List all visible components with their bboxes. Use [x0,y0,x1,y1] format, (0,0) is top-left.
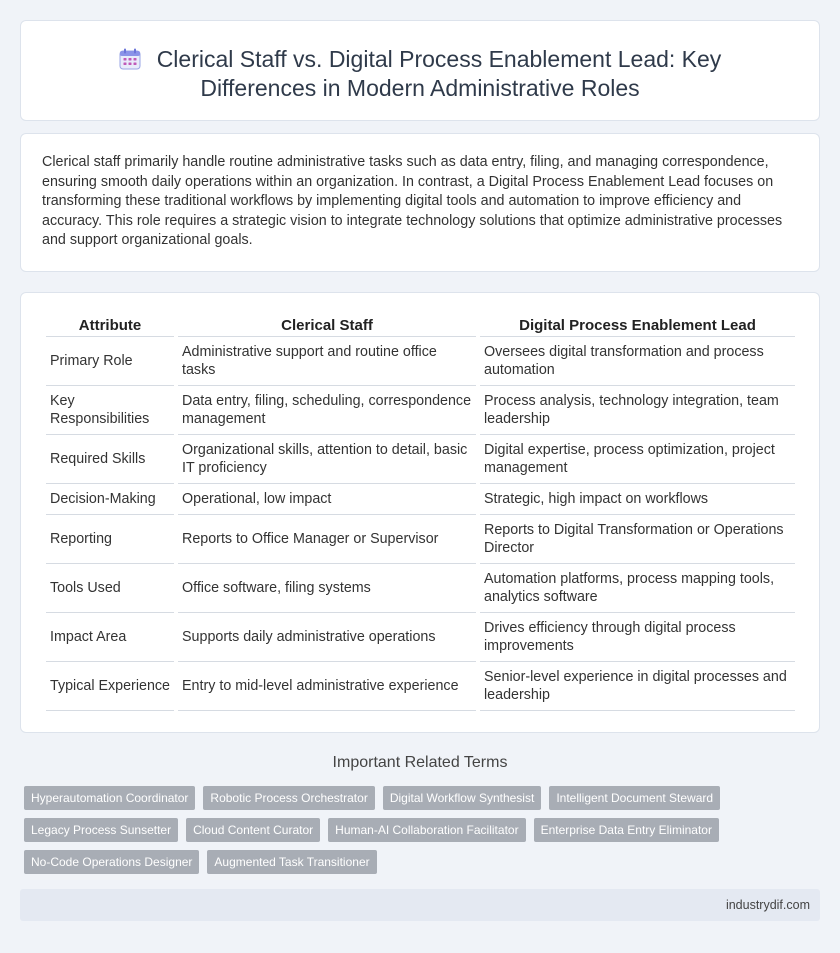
table-row [46,435,795,484]
footer-site-link[interactable]: industrydif.com [725,898,810,912]
calendar-icon [119,48,141,70]
row-clerical-value: Operational, low impact [178,484,476,515]
related-term-tag[interactable]: Hyperautomation Coordinator [24,786,195,810]
header-clerical-staff: Clerical Staff [178,315,476,337]
header-attribute: Attribute [46,315,174,337]
title-text: Clerical Staff vs. Digital Process Enablement Lead: Key Differences in Modern Administrative Roles [156,46,722,101]
row-attribute: Typical Experience [46,662,174,711]
related-term-tag[interactable]: Legacy Process Sunsetter [24,818,178,842]
intro-card [20,133,820,272]
row-attribute: Decision-Making [46,484,174,515]
related-term-tag[interactable]: Augmented Task Transitioner [207,850,376,874]
row-attribute: Primary Role [46,337,174,386]
row-digital-value: Strategic, high impact on workflows [480,484,795,515]
header-digital-lead: Digital Process Enablement Lead [480,315,795,337]
intro-paragraph: Clerical staff primarily handle routine administrative tasks such as data entry, filing, and managing correspondence, ensuring smooth daily operations within an organization. In contrast, a Digital Process Enablement Lead focuses on transforming these traditional workflows by implementing digital tools and automation to improve efficiency and accuracy. This role requires a strategic vision to integrate technology solutions that optimize administrative processes and support organizational goals. [42,154,783,248]
comparison-table [42,315,799,711]
row-clerical-value: Supports daily administrative operations [178,613,476,662]
row-digital-value: Senior-level experience in digital processes and leadership [480,662,795,711]
row-digital-value: Reports to Digital Transformation or Operations Director [480,515,795,564]
table-row [46,337,795,386]
row-clerical-value: Entry to mid-level administrative experience [178,662,476,711]
row-clerical-value: Reports to Office Manager or Supervisor [178,515,476,564]
related-term-tag[interactable]: Human-AI Collaboration Facilitator [328,818,525,842]
page-title [61,45,779,103]
table-row [46,662,795,711]
table-row [46,484,795,515]
footer-bar [20,889,820,921]
table-row [46,564,795,613]
row-attribute: Reporting [46,515,174,564]
row-digital-value: Process analysis, technology integration, team leadership [480,386,795,435]
row-attribute: Key Responsibilities [46,386,174,435]
row-digital-value: Oversees digital transformation and process automation [480,337,795,386]
related-terms-heading: Important Related Terms [332,754,508,771]
row-digital-value: Drives efficiency through digital process improvements [480,613,795,662]
row-digital-value: Digital expertise, process optimization, project management [480,435,795,484]
related-term-tag[interactable]: Cloud Content Curator [186,818,320,842]
row-attribute: Tools Used [46,564,174,613]
row-clerical-value: Data entry, filing, scheduling, correspondence management [178,386,476,435]
table-row [46,515,795,564]
row-clerical-value: Organizational skills, attention to detail, basic IT proficiency [178,435,476,484]
related-term-tag[interactable]: Robotic Process Orchestrator [203,786,374,810]
row-attribute: Impact Area [46,613,174,662]
related-terms-list [24,786,764,874]
comparison-card [20,292,820,733]
row-digital-value: Automation platforms, process mapping tools, analytics software [480,564,795,613]
related-term-tag[interactable]: No-Code Operations Designer [24,850,199,874]
title-card [20,20,820,121]
row-clerical-value: Administrative support and routine office tasks [178,337,476,386]
related-term-tag[interactable]: Enterprise Data Entry Eliminator [534,818,719,842]
table-row [46,613,795,662]
table-row [46,386,795,435]
related-term-tag[interactable]: Digital Workflow Synthesist [383,786,542,810]
row-clerical-value: Office software, filing systems [178,564,476,613]
row-attribute: Required Skills [46,435,174,484]
related-term-tag[interactable]: Intelligent Document Steward [549,786,720,810]
